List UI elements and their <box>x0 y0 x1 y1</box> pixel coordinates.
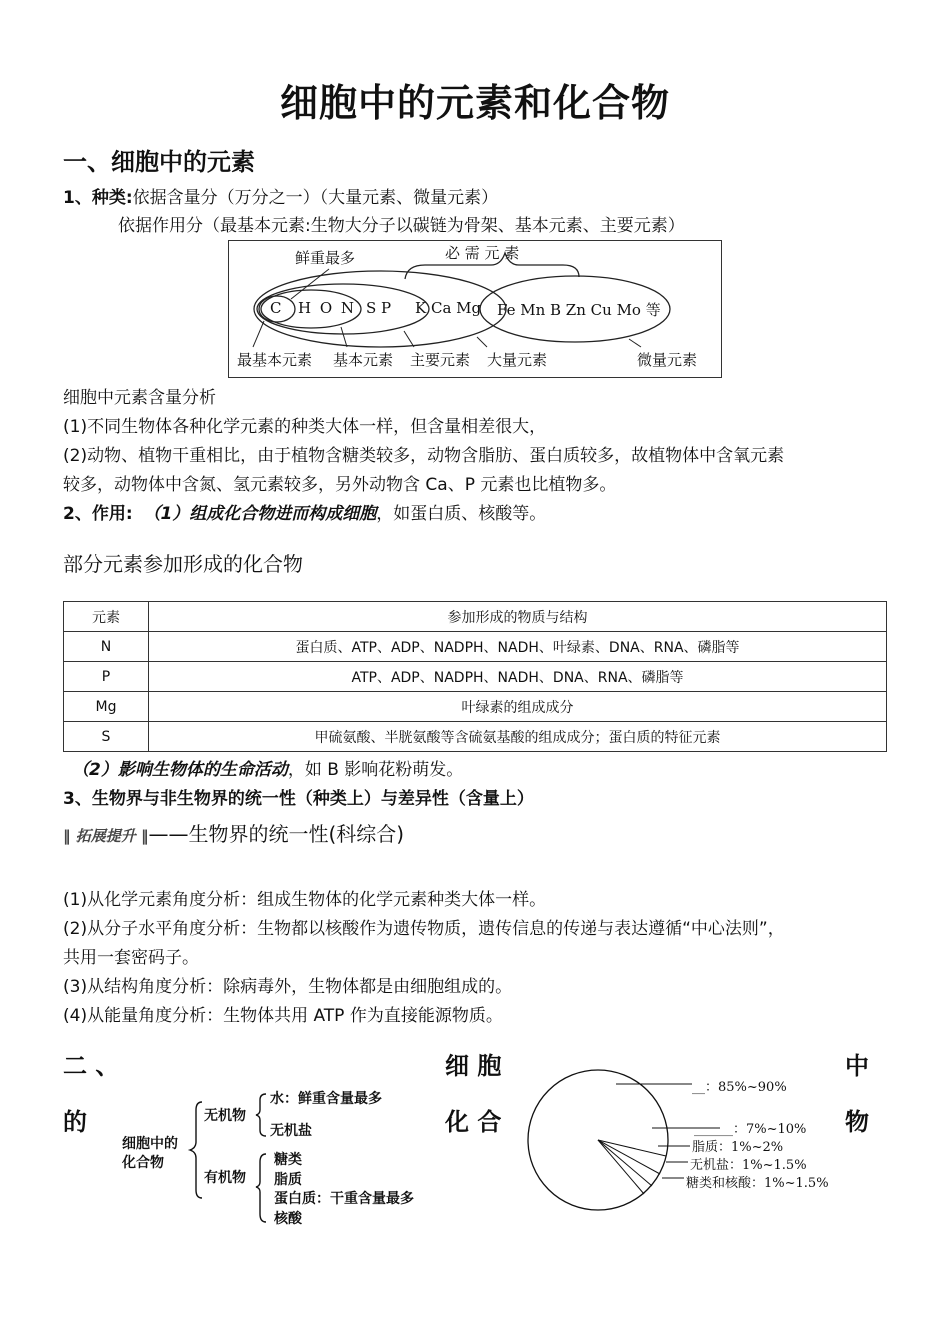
function-line-1 <box>63 500 546 529</box>
extend-title: ——生物界的统一性(科综合) <box>148 822 405 846</box>
table-row <box>64 662 887 692</box>
function-label: 2、作用: <box>63 504 133 524</box>
table-cell-element: N <box>64 632 149 662</box>
table-cell-element: Mg <box>64 692 149 722</box>
pie-label-water: __：85%~90% <box>692 1080 787 1095</box>
compound-pie <box>520 1062 860 1232</box>
analysis-2b: 较多，动物体中含氮、氢元素较多，另外动物含 Ca、P 元素也比植物多。 <box>63 475 617 495</box>
kinds-text-1: 依据含量分（万分之一）（大量元素、微量元素） <box>132 188 499 208</box>
table-cell-material: ATP、ADP、NADPH、NADH、DNA、RNA、磷脂等 <box>149 662 887 692</box>
unity-4: (4)从能量角度分析：生物体共用 ATP 作为直接能源物质。 <box>63 1006 503 1026</box>
table-row <box>64 632 887 662</box>
table-cell-material: 蛋白质、ATP、ADP、NADPH、NADH、叶绿素、DNA、RNA、磷脂等 <box>149 632 887 662</box>
table-header-row <box>64 602 887 632</box>
leader-main <box>404 331 414 347</box>
extend-line <box>63 818 404 847</box>
label-basic: 基本元素 <box>333 351 394 369</box>
label-micro: 微量元素 <box>637 351 698 369</box>
table-header-element: 元素 <box>64 602 149 632</box>
label-essential: 必 需 元 素 <box>445 244 520 262</box>
analysis-title: 细胞中元素含量分析 <box>63 388 216 408</box>
tree-fat: 脂质 <box>274 1172 302 1188</box>
table-title: 部分元素参加形成的化合物 <box>63 552 303 576</box>
pie-label-protein: ______：7%~10% <box>694 1122 807 1137</box>
unity-heading: 3、生物界与非生物界的统一性（种类上）与差异性（含量上） <box>63 789 534 809</box>
brace-inorganic <box>256 1094 266 1136</box>
analysis-2a: (2)动物、植物干重相比，由于植物含糖类较多，动物含脂肪、蛋白质较多，故植物体中含氧元素 <box>63 446 785 466</box>
leader-basic <box>341 327 347 347</box>
function-1-emphasis: （1）组成化合物进而构成细胞 <box>143 504 377 524</box>
tree-organic: 有机物 <box>204 1170 246 1186</box>
label-main: 主要元素 <box>410 351 471 369</box>
section-2-heading-er: 二 、 <box>63 1052 120 1080</box>
element-table <box>63 601 887 752</box>
function-2-emphasis: （2）影响生物体的生命活动 <box>72 760 288 780</box>
tree-root-1: 细胞中的 <box>122 1136 178 1152</box>
element-diagram <box>228 240 722 378</box>
section-2-heading-de: 的 <box>63 1108 87 1136</box>
section-2-heading-wu: 物 <box>845 1108 869 1136</box>
pie-wedge-line-1 <box>598 1140 666 1156</box>
pie-wedge-line-3 <box>598 1140 652 1186</box>
tree-water: 水：鲜重含量最多 <box>270 1091 382 1107</box>
symbols-sp: S P <box>366 299 392 317</box>
leader-micro <box>629 339 641 347</box>
symbols-kcamg: K Ca Mg <box>415 299 482 317</box>
tree-sugar: 糖类 <box>274 1152 302 1168</box>
function-1-rest: ，如蛋白质、核酸等。 <box>376 504 547 524</box>
section-2-heading-xibao: 细 胞 <box>445 1052 502 1080</box>
symbols-micro: Fe Mn B Zn Cu Mo 等 <box>497 301 661 319</box>
kinds-line-1 <box>63 184 498 213</box>
pie-wedge-line-2 <box>598 1140 660 1174</box>
kinds-label: 1、种类: <box>63 188 133 208</box>
unity-1: (1)从化学元素角度分析：组成生物体的化学元素种类大体一样。 <box>63 890 547 910</box>
unity-2b: 共用一套密码子。 <box>63 948 199 968</box>
label-most-basic: 最基本元素 <box>237 351 313 369</box>
table-cell-material: 甲硫氨酸、半胱氨酸等含硫氨基酸的组成成分；蛋白质的特征元素 <box>149 722 887 752</box>
table-header-material: 参加形成的物质与结构 <box>149 602 887 632</box>
tree-nucleic: 核酸 <box>274 1211 302 1227</box>
table-row <box>64 692 887 722</box>
leader-macro <box>477 337 487 347</box>
tree-inorganic: 无机物 <box>204 1108 246 1124</box>
pie-label-fat: 脂质：1%~2% <box>692 1140 784 1155</box>
section-1-heading: 一、细胞中的元素 <box>63 148 255 176</box>
label-macro: 大量元素 <box>487 351 548 369</box>
pie-label-sugar-nucleic: 糖类和核酸：1%~1.5% <box>686 1176 829 1191</box>
function-2-rest: ，如 B 影响花粉萌发。 <box>287 760 464 780</box>
table-row <box>64 722 887 752</box>
kinds-line-2: 依据作用分（最基本元素:生物大分子以碳链为骨架、基本元素、主要元素） <box>118 216 685 236</box>
label-most-fresh: 鲜重最多 <box>295 249 356 267</box>
pie-label-salt: 无机盐：1%~1.5% <box>690 1158 807 1173</box>
page-title: 细胞中的元素和化合物 <box>279 81 670 125</box>
tree-root-2: 化合物 <box>122 1155 164 1171</box>
table-cell-element: S <box>64 722 149 752</box>
symbols-hon: H O N <box>298 299 357 317</box>
section-2-heading-zhong: 中 <box>845 1052 869 1080</box>
unity-3: (3)从结构角度分析：除病毒外，生物体都是由细胞组成的。 <box>63 977 513 997</box>
unity-2a: (2)从分子水平角度分析：生物都以核酸作为遗传物质，遗传信息的传递与表达遵循“中心法则”， <box>63 919 785 939</box>
analysis-1: (1)不同生物体各种化学元素的种类大体一样，但含量相差很大， <box>63 417 547 437</box>
brace-root <box>190 1102 202 1198</box>
pie-wedge-line-4 <box>598 1140 644 1194</box>
table-cell-element: P <box>64 662 149 692</box>
function-line-2 <box>72 756 463 785</box>
tree-protein: 蛋白质：干重含量最多 <box>274 1191 414 1207</box>
leader-most-basic <box>253 321 264 347</box>
brace-organic <box>256 1154 266 1222</box>
extend-tag: ‖ 拓展提升 ‖ <box>63 827 149 845</box>
tree-salt: 无机盐 <box>270 1123 312 1139</box>
section-2-heading-huahe: 化 合 <box>445 1108 502 1136</box>
table-cell-material: 叶绿素的组成成分 <box>149 692 887 722</box>
symbol-c: C <box>270 299 282 317</box>
